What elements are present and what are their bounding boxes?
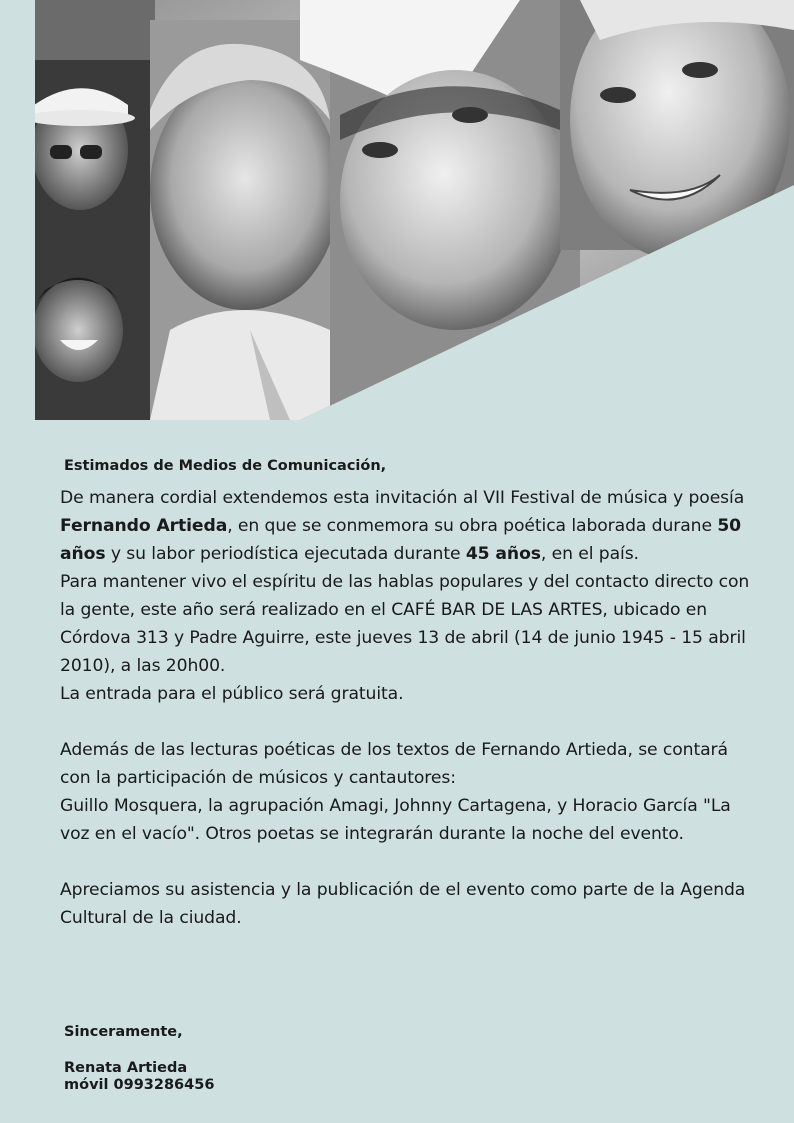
honoree-name: Fernando Artieda bbox=[60, 516, 228, 536]
collage-photos bbox=[0, 0, 794, 420]
letter-body bbox=[60, 458, 750, 932]
paragraph-venue: Para mantener vivo el espíritu de las hablas populares y del contacto directo con la gente, este año será realizado en el CAFÉ BAR DE LAS ARTES, ubicado en Córdova 313 y Padre Aguirre, este jueves 13 de abril (14 de junio 1945 - 15 abril 2010), a las 20h00. bbox=[60, 572, 750, 676]
paragraph-invitation: De manera cordial extendemos esta invitación al VII Festival de música y poesía Fernando Artieda, en que se conmemora su obra poética laborada durane 50 años y su labor periodística ejecutada durante 45 años, en el país. bbox=[60, 488, 745, 564]
paragraph-readings: Además de las lecturas poéticas de los textos de Fernando Artieda, se contará con la participación de músicos y cantautores: bbox=[60, 740, 728, 788]
paragraph-entry: La entrada para el público será gratuita. bbox=[60, 684, 404, 704]
signer-name: Renata Artieda bbox=[64, 1060, 188, 1076]
paragraph-musicians: Guillo Mosquera, la agrupación Amagi, Johnny Cartagena, y Horacio García "La voz en el vacío". Otros poetas se integrarán durante la noche del evento. bbox=[60, 796, 731, 844]
closing: Sinceramente, bbox=[64, 1024, 183, 1040]
years-journalism: 45 años bbox=[465, 544, 541, 564]
photo-collage bbox=[0, 0, 794, 420]
signer-phone: móvil 0993286456 bbox=[64, 1077, 215, 1093]
paragraph-closing-request: Apreciamos su asistencia y la publicación de el evento como parte de la Agenda Cultural de la ciudad. bbox=[60, 880, 746, 928]
years-poetic: 50 años bbox=[60, 516, 742, 564]
signature-block bbox=[64, 1060, 214, 1094]
letter-text bbox=[60, 484, 750, 932]
greeting: Estimados de Medios de Comunicación, bbox=[64, 458, 387, 474]
